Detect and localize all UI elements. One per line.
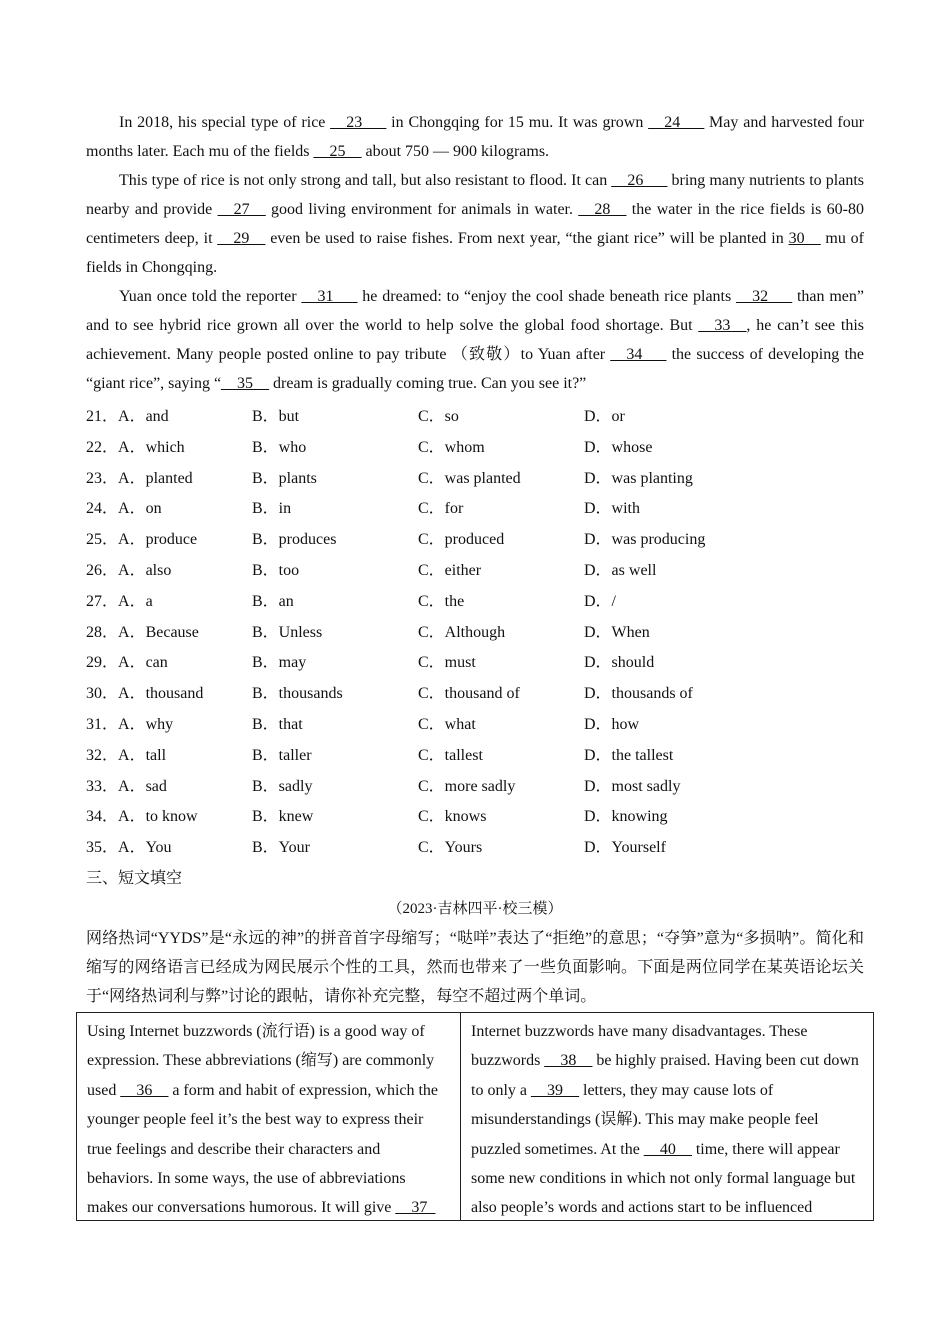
option-d: D．most sadly (584, 777, 681, 795)
text: letters, they may cause lots of misunderstandings (误解). This may make people feel puzzled sometimes. At the (471, 1081, 819, 1158)
option-a: 21．A．and (86, 408, 169, 425)
option-a: 22．A．which (86, 438, 185, 456)
option-a: 28．A．Because (86, 623, 199, 641)
option-d: D．the tallest (584, 746, 674, 764)
section-intro: 网络热词“YYDS”是“永远的神”的拼音首字母缩写；“哒咩”表达了“拒绝”的意思；“夺笋”意为“多损呐”。简化和缩写的网络语言已经成为网民展示个性的工具，然而也带来了一些负面影响。下面是两位同学在某英语论坛关于“网络热词利与弊”讨论的跟帖，请你补充完整，每空不超过两个单词。 (86, 929, 864, 1005)
blank-28: __28__ (578, 201, 627, 218)
option-d: D．with (584, 500, 641, 518)
option-a: 34．A．to know (86, 808, 198, 826)
question-row (86, 772, 864, 803)
blank-23: __23___ (330, 114, 387, 131)
option-d: D．as well (584, 561, 657, 579)
option-a: 23．A．planted (86, 469, 193, 487)
text: This type of rice is not only strong and tall, but also resistant to flood. It can (119, 172, 612, 189)
option-c: C．whom (418, 438, 485, 456)
option-a: 25．A．produce (86, 531, 198, 549)
section-title: 三、短文填空 (86, 869, 183, 887)
question-row (86, 618, 864, 649)
blank-26: __26___ (611, 172, 668, 189)
text: bring many nutrients to plants nearby and provide (86, 172, 864, 218)
option-a: 35．A．You (86, 839, 172, 857)
question-row (86, 494, 864, 525)
blank-34: __34___ (610, 346, 667, 363)
option-d: D．whose (584, 438, 653, 456)
text: Yuan once told the reporter (119, 288, 302, 305)
text: the success of developing the “giant rice”, saying “ (86, 346, 864, 392)
option-c: C．more sadly (418, 777, 516, 795)
option-d: D．was planting (584, 469, 693, 487)
option-a: 31．A．why (86, 715, 174, 733)
option-a: 27．A．a (86, 592, 153, 610)
question-row (86, 433, 864, 464)
option-c: C．so (418, 408, 459, 425)
option-c: C．Yours (418, 839, 483, 857)
blank-24: __24___ (648, 114, 705, 131)
text: May and harvested four months later. Each mu of the fields (86, 114, 865, 160)
option-b: B．in (252, 500, 292, 518)
option-b: B．produces (252, 531, 337, 549)
blank-31: __31___ (301, 288, 358, 305)
option-a: 33．A．sad (86, 777, 167, 795)
question-row (86, 648, 864, 679)
blank-32: __32___ (736, 288, 793, 305)
text: dream is gradually coming true. Can you see it?” (269, 375, 587, 392)
question-row (86, 833, 864, 864)
option-c: C．must (418, 654, 476, 672)
blank-27: __27__ (217, 201, 266, 218)
question-row (86, 741, 864, 772)
question-row (86, 802, 864, 833)
option-c: C．the (418, 592, 465, 610)
option-b: B．knew (252, 808, 314, 826)
blank-25: __25__ (313, 143, 362, 160)
document-page (86, 108, 864, 1011)
text: time, there will appear some new conditions in which not only formal language but also people’s words and actions start to be influenced (471, 1140, 856, 1217)
option-d: D．how (584, 715, 640, 733)
option-b: B．that (252, 715, 303, 733)
question-options (86, 402, 864, 864)
option-b: B．taller (252, 746, 312, 764)
option-d: D．was producing (584, 531, 706, 549)
option-b: B．may (252, 654, 307, 672)
question-row (86, 710, 864, 741)
option-c: C．what (418, 715, 476, 733)
question-row (86, 402, 864, 433)
option-d: D．When (584, 623, 650, 641)
text: the water in the rice fields is 60-80 centimeters deep, it (86, 201, 865, 247)
blank-30: 30__ (788, 230, 821, 247)
text: even be used to raise fishes. From next year, “the giant rice” will be planted in (265, 230, 789, 247)
option-c: C．was planted (418, 469, 521, 487)
option-c: C．thousand of (418, 685, 520, 703)
passage-paragraph-1 (86, 108, 864, 166)
option-b: B．but (252, 408, 300, 425)
text: in Chongqing for 15 mu. It was grown (386, 114, 649, 131)
option-d: D．Yourself (584, 839, 666, 857)
option-c: C．for (418, 500, 464, 518)
question-source: （2023·吉林四平·校三模） (387, 900, 563, 917)
option-b: B．Unless (252, 623, 323, 641)
option-d: D．knowing (584, 808, 668, 826)
question-row (86, 679, 864, 710)
blank-40: __40__ (643, 1140, 692, 1158)
blank-35: __35__ (221, 375, 270, 392)
option-c: C．tallest (418, 746, 483, 764)
text: Internet buzzwords have many disadvantages. These buzzwords (471, 1023, 808, 1070)
option-d: D．/ (584, 592, 617, 610)
text: be highly praised. Having been cut down to only a (471, 1052, 859, 1099)
text: a form and habit of expression, which the younger people feel it’s the best way to express their true feelings and describe their characters and behaviors. In some ways, the use of abbreviations makes our conversations humorous. It will give (87, 1081, 439, 1217)
option-d: D．should (584, 654, 655, 672)
question-row (86, 587, 864, 618)
blank-37: __37_ (395, 1199, 436, 1217)
option-a: 29．A．can (86, 654, 168, 672)
option-b: B．sadly (252, 777, 313, 795)
text: about 750 — 900 kilograms. (361, 143, 550, 160)
text: In 2018, his special type of rice (119, 114, 331, 131)
option-d: D．or (584, 408, 625, 425)
option-b: B．too (252, 561, 300, 579)
blank-29: __29__ (217, 230, 266, 247)
option-b: B．an (252, 592, 294, 610)
option-b: B．who (252, 438, 307, 456)
text: , he can’t see this achievement. Many people posted online to pay tribute （致敬）to Yuan after (86, 317, 864, 363)
text: Using Internet buzzwords (流行语) is a good way of expression. These abbreviations (缩写) are commonly used (87, 1023, 435, 1099)
question-row (86, 525, 864, 556)
post-advantages (77, 1013, 461, 1220)
blank-38: __38__ (544, 1052, 593, 1070)
option-c: C．Although (418, 623, 506, 641)
option-a: 26．A．also (86, 561, 172, 579)
question-row (86, 464, 864, 495)
option-b: B．thousands (252, 685, 343, 703)
question-row (86, 556, 864, 587)
passage-paragraph-3 (86, 282, 864, 398)
option-b: B．Your (252, 839, 310, 857)
passage-paragraph-2 (86, 166, 864, 282)
blank-36: __36__ (120, 1081, 169, 1099)
option-c: C．knows (418, 808, 487, 826)
option-a: 30．A．thousand (86, 685, 204, 703)
option-a: 32．A．tall (86, 746, 167, 764)
option-c: C．produced (418, 531, 505, 549)
text: than men” and to see hybrid rice grown all over the world to help solve the global food shortage. But (86, 288, 865, 334)
post-disadvantages (461, 1013, 873, 1220)
option-d: D．thousands of (584, 685, 693, 703)
blank-39: __39__ (531, 1081, 579, 1099)
text: good living environment for animals in water. (265, 201, 579, 218)
forum-posts-table (76, 1012, 874, 1221)
option-b: B．plants (252, 469, 317, 487)
text: mu of fields in Chongqing. (86, 230, 865, 276)
text: he dreamed: to “enjoy the cool shade beneath rice plants (357, 288, 737, 305)
option-c: C．either (418, 561, 482, 579)
blank-33: __33__ (698, 317, 747, 334)
option-a: 24．A．on (86, 500, 162, 518)
